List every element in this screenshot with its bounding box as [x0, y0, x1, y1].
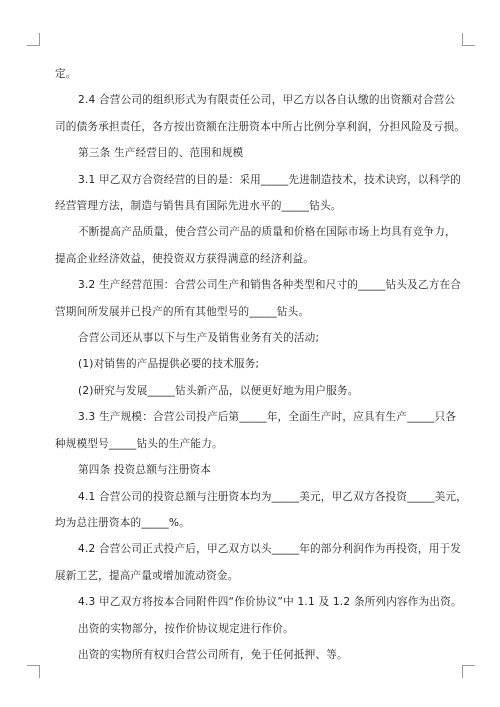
- text-line: 定。: [55, 68, 77, 80]
- text-line: 3.1 甲乙双方合资经营的目的是：采用_____先进制造技术，技术诀窍，以科学的: [78, 173, 462, 186]
- crop-mark-bottom-left: [27, 665, 40, 678]
- text-line: 不断提高产品质量，使合营公司产品的质量和价格在国际市场上均具有竞争力，: [78, 226, 456, 239]
- text-line: 种规模型号_____钻头的生产能力。: [55, 437, 223, 450]
- text-line: (2)研究与发展_____钻头新产品，以便更好地为用户服务。: [78, 384, 359, 397]
- text-line: (1)对销售的产品提供必要的技术服务;: [78, 358, 260, 371]
- text-line: 均为总注册资本的_____%。: [55, 516, 190, 529]
- text-line: 经营管理方法，制造与销售具有国际先进水平的_____钻头。: [55, 200, 342, 213]
- crop-mark-bottom-right: [462, 665, 475, 678]
- text-line: 3.2 生产经营范围：合营公司生产和销售各种类型和尺寸的_____钻头及乙方在合: [78, 279, 462, 292]
- text-line: 营期间所发展并已投产的所有其他型号的_____钻头。: [55, 305, 310, 318]
- text-line: 第四条 投资总额与注册资本: [78, 464, 212, 477]
- crop-mark-top-left: [27, 33, 40, 46]
- text-line: 第三条 生产经营目的、范围和规模: [78, 147, 244, 160]
- text-line: 4.2 合营公司正式投产后，甲乙双方以头_____年的部分利润作为再投资，用于发: [78, 543, 462, 556]
- crop-mark-top-right: [462, 33, 475, 46]
- text-line: 出资的实物所有权归合营公司所有，免于任何抵押、等。: [78, 648, 348, 661]
- text-line: 3.3 生产规模：合营公司投产后第_____年，全面生产时，应具有生产_____只各: [78, 411, 457, 424]
- text-line: 司的债务承担责任，各方按出资额在注册资本中所占比例分享利润，分担风险及亏损。: [55, 120, 466, 133]
- text-line: 4.1 合营公司的投资总额与注册资本均为_____美元，甲乙双方各投资_____美元，: [78, 490, 467, 503]
- text-line: 2.4 合营公司的组织形式为有限责任公司，甲乙方以各自认缴的出资额对合营公: [78, 94, 456, 107]
- text-line: 提高企业经济效益，使投资双方获得满意的经济利益。: [55, 252, 315, 265]
- document-body: [55, 61, 467, 668]
- text-line: 合营公司还从事以下与生产及销售业务有关的活动;: [78, 332, 320, 345]
- text-line: 4.3 甲乙双方将按本合同附件四“作价协议”中 1.1 及 1.2 条所列内容作为出资。: [78, 596, 462, 609]
- text-line: 展新工艺，提高产量或增加流动资金。: [55, 569, 239, 582]
- text-line: 出资的实物部分，按作价协议规定进行作价。: [78, 622, 294, 635]
